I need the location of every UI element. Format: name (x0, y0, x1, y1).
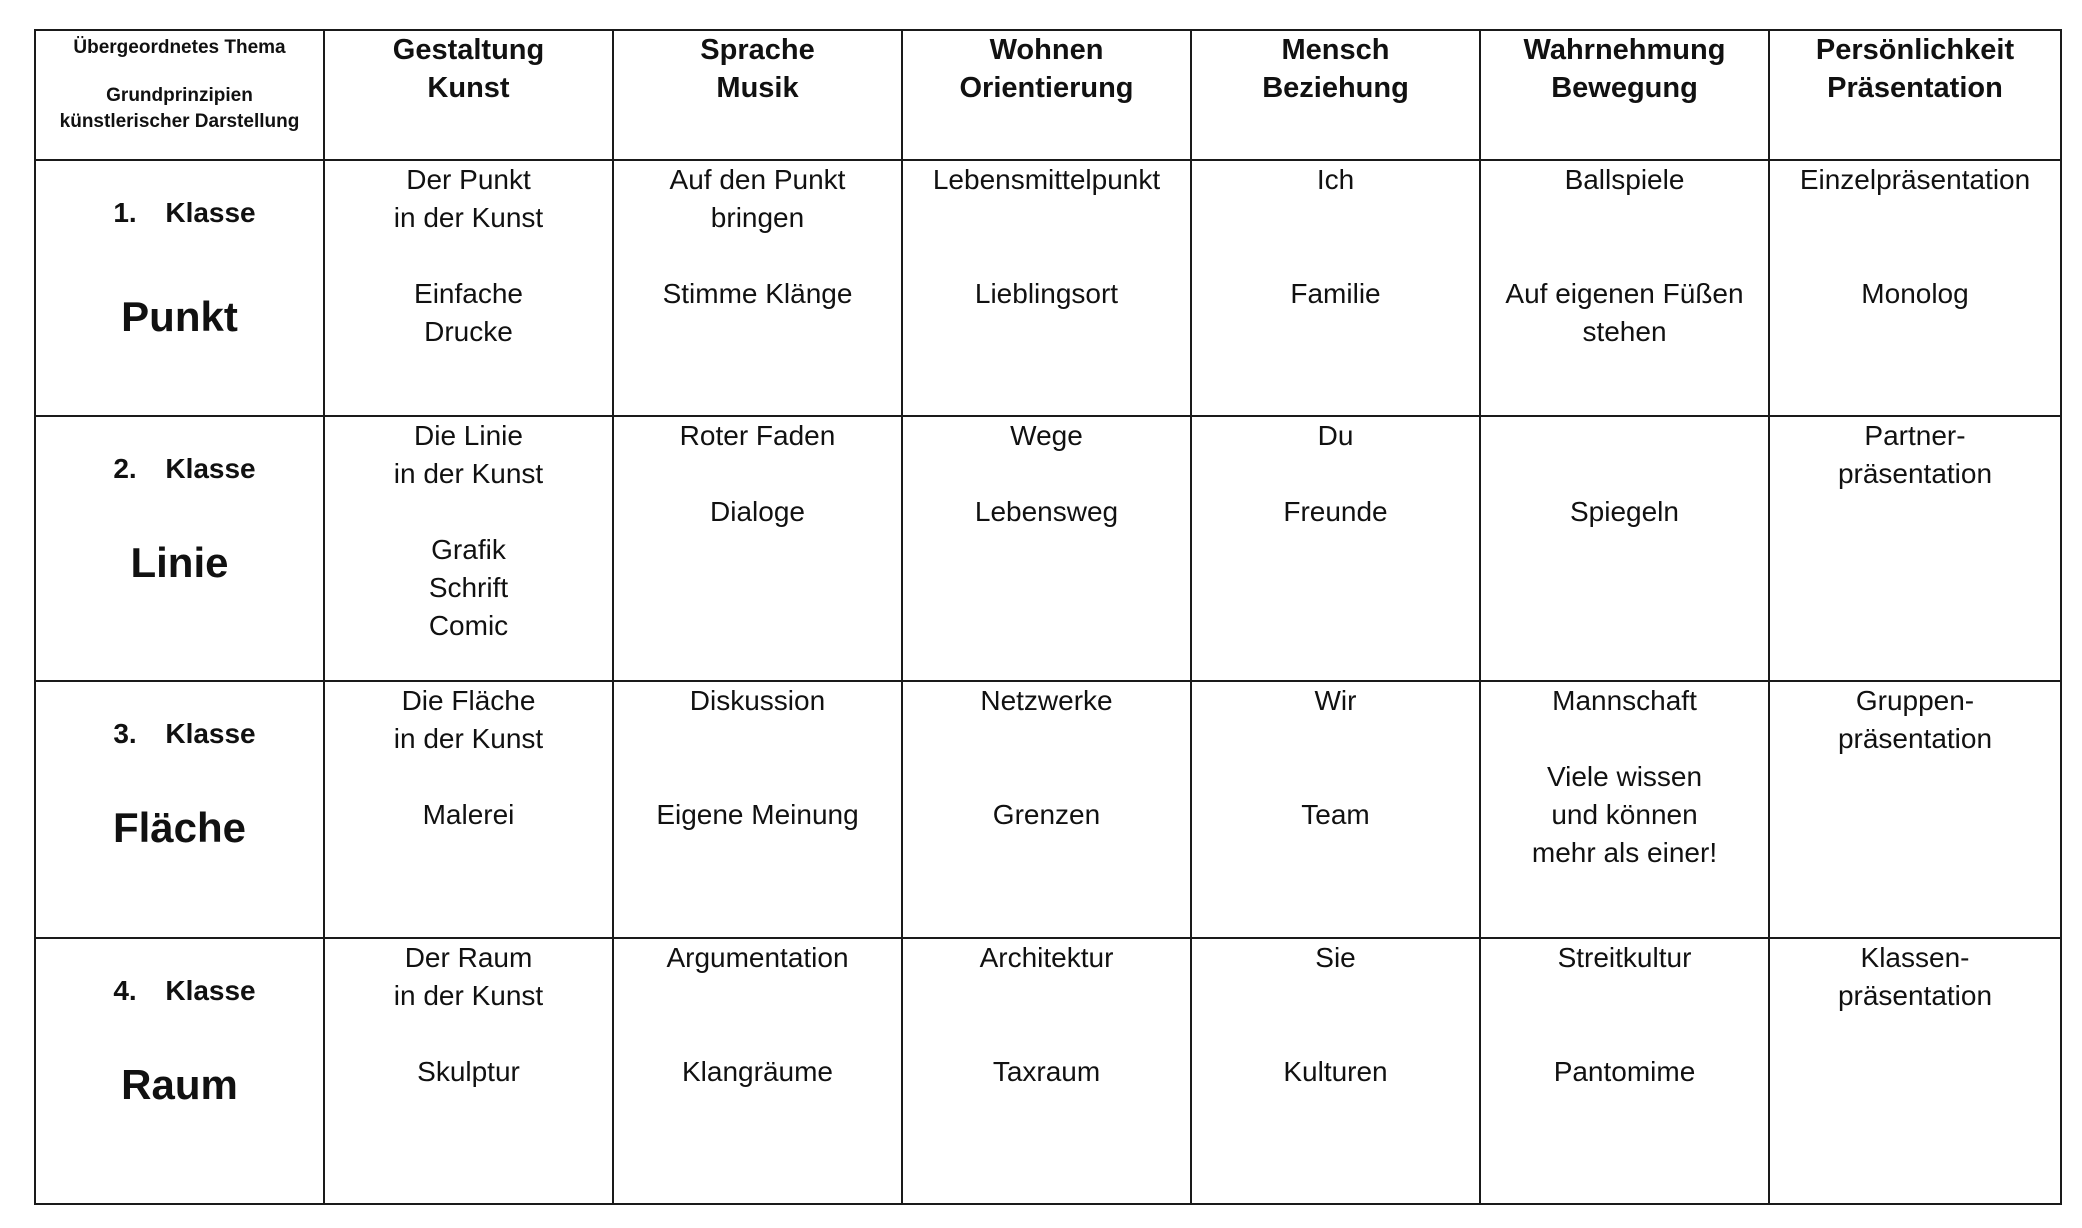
topic-line: Dialoge (710, 496, 805, 527)
corner-title: Übergeordnetes Thema (73, 37, 286, 58)
topic-line (1192, 977, 1479, 1015)
topic-spacer (614, 758, 901, 796)
topic-line: Partner- (1864, 420, 1966, 451)
topic-spacer (903, 1015, 1190, 1053)
topic-line: Eigene Meinung (656, 799, 859, 830)
topic-line: Gruppen- (1855, 685, 1975, 716)
topic-line: Skulptur (417, 1056, 520, 1087)
topic-line: Einzelpräsentation (1799, 164, 2031, 195)
topic-cell (1191, 681, 1480, 938)
topic-line: Auf eigenen Füßen (1505, 278, 1744, 309)
topic-line (903, 977, 1190, 1015)
topic-spacer (1481, 455, 1768, 493)
topic-line (1192, 720, 1479, 758)
topic-line: Kulturen (1283, 1056, 1388, 1087)
topic-cell (1480, 938, 1769, 1204)
column-header-line-1: Mensch (1281, 34, 1390, 66)
topic-cell (902, 160, 1191, 416)
grade-number: 1. (113, 197, 137, 228)
topic-line: Der Punkt (406, 164, 531, 195)
grade-word: Klasse (165, 453, 256, 484)
topic-line: bringen (710, 202, 805, 233)
topic-spacer (1481, 237, 1768, 275)
column-header (1769, 30, 2061, 160)
grade-line (36, 453, 323, 485)
topic-line (1770, 199, 2060, 237)
topic-line: Mannschaft (1552, 685, 1697, 716)
topic-line (614, 977, 901, 1015)
topic-line: Team (1301, 799, 1370, 830)
topic-cell (1480, 416, 1769, 681)
topic-line: Viele wissen (1546, 761, 1703, 792)
topic-cell (1191, 160, 1480, 416)
topic-line (614, 720, 901, 758)
topic-cell (613, 938, 902, 1204)
topic-line: Spiegeln (1570, 496, 1679, 527)
column-header (613, 30, 902, 160)
topic-spacer (1192, 758, 1479, 796)
column-header-line-2: Bewegung (1551, 72, 1698, 104)
topic-line: in der Kunst (393, 723, 544, 754)
topic-line (1192, 199, 1479, 237)
topic-cell (902, 681, 1191, 938)
corner-subtitle-line-1: Grundprinzipien (106, 85, 253, 106)
topic-spacer (1481, 1015, 1768, 1053)
grade-line (36, 718, 323, 750)
topic-line: in der Kunst (393, 458, 544, 489)
topic-line (1481, 417, 1768, 455)
topic-line: präsentation (1837, 458, 1993, 489)
column-header (1191, 30, 1480, 160)
topic-line: Monolog (1861, 278, 1969, 309)
curriculum-table (34, 29, 2062, 1205)
topic-line: Lieblingsort (974, 278, 1119, 309)
topic-spacer (614, 237, 901, 275)
topic-cell (1480, 160, 1769, 416)
topic-line: präsentation (1837, 723, 1993, 754)
topic-line: Roter Faden (679, 420, 836, 451)
grade-number: 2. (113, 453, 137, 484)
topic-spacer (614, 455, 901, 493)
topic-line: Drucke (424, 316, 513, 347)
topic-line: präsentation (1837, 980, 1993, 1011)
grade-row (35, 416, 2061, 681)
column-header (902, 30, 1191, 160)
grade-label-cell (35, 938, 324, 1204)
corner-header-cell (35, 30, 324, 160)
topic-line: Stimme Klänge (662, 278, 853, 309)
topic-spacer (1481, 720, 1768, 758)
topic-spacer (614, 1015, 901, 1053)
header-row (35, 30, 2061, 160)
topic-line: Du (1317, 420, 1354, 451)
topic-line: mehr als einer! (1531, 837, 1718, 868)
topic-line: Familie (1290, 278, 1381, 309)
grade-label-cell (35, 416, 324, 681)
topic-line: Malerei (422, 799, 515, 830)
topic-line: Die Linie (414, 420, 523, 451)
column-header-line-2: Präsentation (1827, 72, 2003, 104)
topic-spacer (325, 758, 612, 796)
topic-spacer (325, 493, 612, 531)
grade-label-cell (35, 160, 324, 416)
principle-title: Punkt (121, 293, 238, 340)
grade-row (35, 938, 2061, 1204)
topic-line: Lebensmittelpunkt (932, 164, 1161, 195)
principle-title: Linie (130, 539, 229, 586)
topic-cell (1769, 681, 2061, 938)
topic-line: Argumentation (666, 942, 849, 973)
topic-line (903, 720, 1190, 758)
topic-cell (902, 416, 1191, 681)
topic-cell (324, 681, 613, 938)
topic-line: Comic (428, 610, 509, 641)
grade-label-cell (35, 681, 324, 938)
topic-cell (613, 160, 902, 416)
topic-line: Grenzen (992, 799, 1101, 830)
column-header (324, 30, 613, 160)
topic-cell (1191, 938, 1480, 1204)
topic-line: Auf den Punkt (669, 164, 846, 195)
topic-line: Der Raum (404, 942, 533, 973)
topic-line: Wir (1314, 685, 1357, 716)
topic-line: Freunde (1283, 496, 1388, 527)
topic-line: Architektur (979, 942, 1114, 973)
topic-cell (902, 938, 1191, 1204)
topic-line (1481, 977, 1768, 1015)
topic-line: Schrift (428, 572, 509, 603)
topic-spacer (1192, 237, 1479, 275)
topic-spacer (903, 237, 1190, 275)
topic-line: Streitkultur (1557, 942, 1692, 973)
column-header-line-2: Musik (716, 72, 799, 104)
grade-number: 3. (113, 718, 137, 749)
topic-line: Sie (1315, 942, 1356, 973)
topic-cell (324, 160, 613, 416)
grade-line (36, 197, 323, 229)
topic-line: in der Kunst (393, 980, 544, 1011)
grade-number: 4. (113, 975, 137, 1006)
grade-word: Klasse (165, 197, 256, 228)
topic-cell (1769, 160, 2061, 416)
topic-line: Grafik (431, 534, 506, 565)
topic-cell (324, 938, 613, 1204)
topic-line (1481, 199, 1768, 237)
column-header-line-1: Wohnen (989, 34, 1104, 66)
topic-spacer (325, 237, 612, 275)
column-header-line-1: Persönlichkeit (1815, 34, 2015, 66)
grade-word: Klasse (165, 975, 256, 1006)
topic-cell (613, 416, 902, 681)
column-header-line-1: Gestaltung (392, 34, 545, 66)
column-header-line-2: Beziehung (1262, 72, 1409, 104)
topic-line: Lebensweg (974, 496, 1119, 527)
topic-line: in der Kunst (393, 202, 544, 233)
topic-line: Klassen- (1860, 942, 1970, 973)
topic-cell (613, 681, 902, 938)
topic-line: und können (1551, 799, 1698, 830)
topic-line: Wege (1010, 420, 1083, 451)
topic-cell (1769, 938, 2061, 1204)
topic-cell (1191, 416, 1480, 681)
topic-spacer (1770, 237, 2060, 275)
topic-spacer (903, 455, 1190, 493)
topic-line: Diskussion (689, 685, 826, 716)
grade-row (35, 160, 2061, 416)
principle-title: Raum (121, 1061, 238, 1108)
topic-line: stehen (1582, 316, 1667, 347)
grade-word: Klasse (165, 718, 256, 749)
column-header (1480, 30, 1769, 160)
grade-row (35, 681, 2061, 938)
column-header-line-1: Sprache (700, 34, 815, 66)
topic-line: Einfache (414, 278, 523, 309)
topic-spacer (1192, 455, 1479, 493)
column-header-line-2: Orientierung (959, 72, 1134, 104)
topic-cell (1480, 681, 1769, 938)
topic-line (903, 199, 1190, 237)
topic-cell (1769, 416, 2061, 681)
topic-line: Ballspiele (1564, 164, 1685, 195)
topic-line: Ich (1316, 164, 1355, 195)
grade-line (36, 975, 323, 1007)
topic-spacer (325, 1015, 612, 1053)
topic-spacer (1192, 1015, 1479, 1053)
principle-title: Fläche (112, 804, 247, 851)
column-header-line-1: Wahrnehmung (1523, 34, 1726, 66)
topic-line: Klangräume (682, 1056, 833, 1087)
topic-line: Pantomime (1553, 1056, 1696, 1087)
column-header-line-2: Kunst (427, 72, 510, 104)
topic-line: Die Fläche (401, 685, 536, 716)
topic-line: Netzwerke (980, 685, 1113, 716)
topic-spacer (903, 758, 1190, 796)
topic-line: Taxraum (992, 1056, 1101, 1087)
corner-subtitle-line-2: künstlerischer Darstellung (59, 111, 300, 132)
topic-cell (324, 416, 613, 681)
